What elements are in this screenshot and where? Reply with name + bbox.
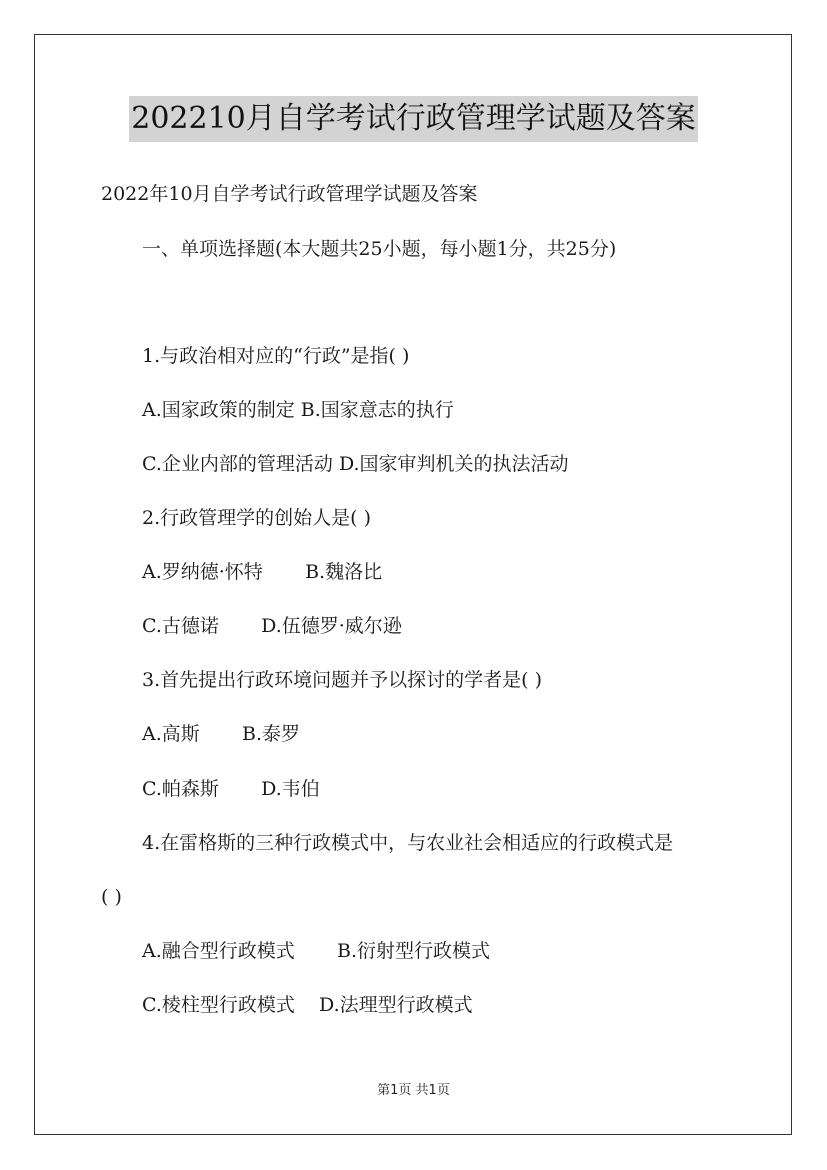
question-4-options-cd: C.棱柱型行政模式 D.法理型行政模式 bbox=[142, 994, 473, 1016]
question-4-stem: 4.在雷格斯的三种行政模式中，与农业社会相适应的行政模式是 bbox=[142, 832, 674, 854]
page-footer: 第1页 共1页 bbox=[377, 1083, 450, 1098]
question-1-stem: 1.与政治相对应的“行政”是指( ) bbox=[142, 345, 410, 367]
title-container bbox=[0, 96, 827, 142]
question-3-options-ab: A.高斯 B.泰罗 bbox=[142, 723, 301, 745]
document-subtitle: 2022年10月自学考试行政管理学试题及答案 bbox=[101, 183, 478, 205]
question-2-options-ab: A.罗纳德·怀特 B.魏洛比 bbox=[142, 561, 383, 583]
question-2-stem: 2.行政管理学的创始人是( ) bbox=[142, 507, 371, 529]
section-heading: 一、单项选择题(本大题共25小题，每小题1分，共25分) bbox=[142, 238, 617, 260]
question-1-options-cd: C.企业内部的管理活动 D.国家审判机关的执法活动 bbox=[142, 453, 569, 475]
question-3-stem: 3.首先提出行政环境问题并予以探讨的学者是( ) bbox=[142, 669, 542, 691]
question-4-stem-continuation: ( ) bbox=[101, 886, 122, 908]
question-2-options-cd: C.古德诺 D.伍德罗·威尔逊 bbox=[142, 615, 402, 637]
question-1-options-ab: A.国家政策的制定 B.国家意志的执行 bbox=[142, 399, 454, 421]
document-title: 202210月自学考试行政管理学试题及答案 bbox=[129, 96, 698, 142]
question-4-options-ab: A.融合型行政模式 B.衍射型行政模式 bbox=[142, 940, 491, 962]
question-3-options-cd: C.帕森斯 D.韦伯 bbox=[142, 778, 320, 800]
